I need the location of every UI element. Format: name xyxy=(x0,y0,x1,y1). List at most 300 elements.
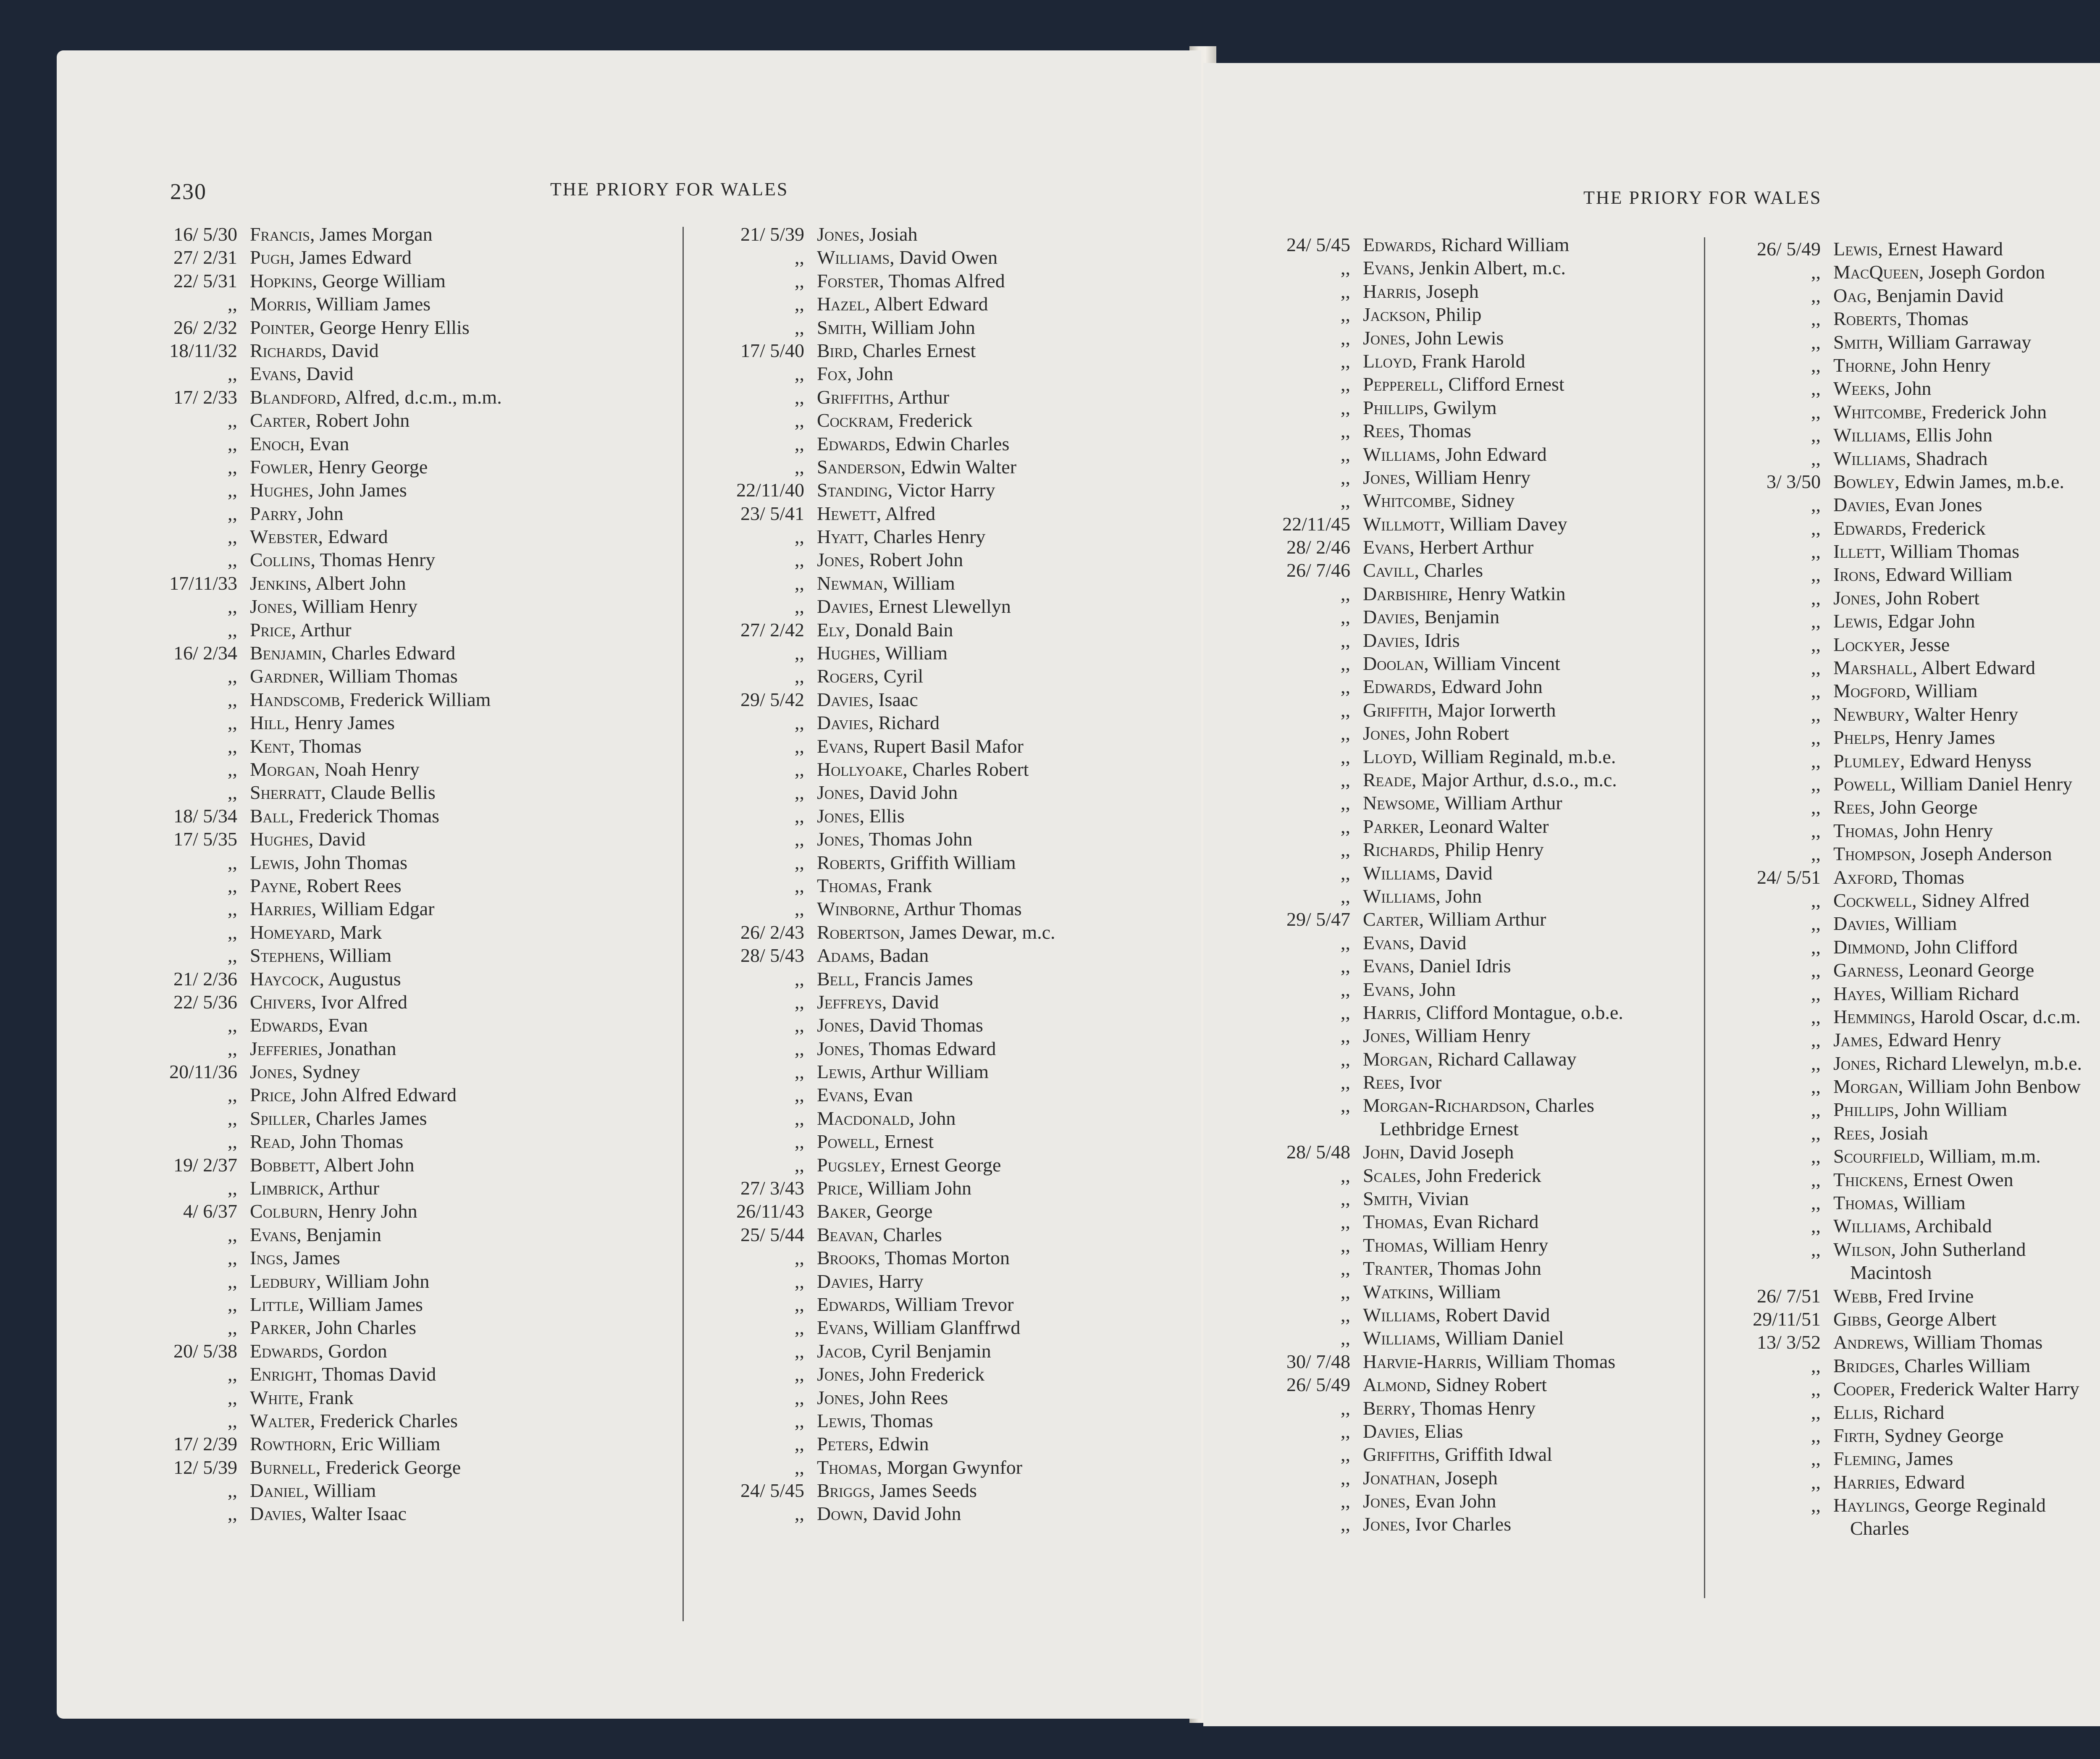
member-name xyxy=(1363,885,1482,908)
roll-entry xyxy=(691,455,1195,478)
surname: Davies, xyxy=(817,1270,874,1292)
member-name xyxy=(817,1060,989,1083)
member-name xyxy=(1363,1512,1511,1536)
admission-date: ,, xyxy=(795,1433,804,1455)
roll-entry xyxy=(1237,256,1754,279)
surname: Davies, xyxy=(1363,606,1420,628)
given-names: Richard xyxy=(873,712,940,734)
admission-date: ,, xyxy=(1811,354,1821,376)
roll-entry xyxy=(124,711,691,734)
member-name xyxy=(1363,443,1547,466)
roll-entry xyxy=(124,572,691,595)
roll-entry xyxy=(691,1456,1195,1479)
admission-date: ,, xyxy=(795,270,804,291)
member-name xyxy=(1363,1466,1498,1489)
roll-entry xyxy=(1237,1024,1754,1047)
given-names: Charles Ernest xyxy=(858,339,976,361)
member-name xyxy=(1833,284,2003,307)
right-page xyxy=(1203,63,2100,1726)
admission-date: ,, xyxy=(1811,378,1821,399)
member-name xyxy=(1833,540,2019,563)
roll-entry xyxy=(1707,819,2100,842)
roll-entry xyxy=(1237,1164,1754,1187)
member-name xyxy=(1833,679,1978,702)
roll-entry xyxy=(1237,443,1754,466)
member-name xyxy=(1833,1191,1966,1214)
admission-date: ,, xyxy=(1811,1378,1821,1400)
member-name xyxy=(1363,233,1569,256)
member-name xyxy=(1363,466,1530,489)
roll-entry xyxy=(1237,326,1754,349)
admission-date: ,, xyxy=(795,1107,804,1129)
member-name xyxy=(250,269,446,292)
given-names: David xyxy=(313,828,366,850)
roll-entry xyxy=(1707,795,2100,819)
given-names: Thomas David xyxy=(317,1363,436,1385)
surname: Cooper, xyxy=(1833,1378,1895,1400)
member-name xyxy=(817,664,923,688)
given-names: Thomas Alfred xyxy=(884,270,1005,291)
admission-date: 3/ 3/50 xyxy=(1766,470,1821,492)
given-names: Edgar John xyxy=(1882,610,1975,632)
roll-entry xyxy=(1707,726,2100,749)
roll-entry xyxy=(691,1339,1195,1363)
surname: Davies, xyxy=(1833,913,1890,935)
member-name xyxy=(1363,978,1456,1001)
member-name xyxy=(817,316,975,339)
running-head: THE PRIORY FOR WALES xyxy=(1583,187,1822,208)
given-names: Evan xyxy=(868,1084,913,1106)
member-name xyxy=(1833,586,1979,609)
admission-date: ,, xyxy=(1811,1494,1821,1516)
member-name xyxy=(817,1432,929,1455)
admission-date: ,, xyxy=(795,991,804,1013)
admission-date: ,, xyxy=(228,410,237,431)
member-name xyxy=(250,804,439,827)
member-name xyxy=(1833,1307,1996,1331)
surname: Morris, xyxy=(250,293,312,315)
roll-entry xyxy=(124,1083,691,1106)
surname: Evans, xyxy=(1363,536,1415,558)
member-name xyxy=(250,1316,416,1339)
member-name xyxy=(1380,1117,1519,1140)
surname: Carter, xyxy=(1363,908,1424,930)
admission-date: ,, xyxy=(1341,722,1350,744)
member-name xyxy=(1833,1121,1928,1145)
member-name xyxy=(817,1176,971,1200)
roll-entry xyxy=(1237,1326,1754,1349)
admission-date: ,, xyxy=(1341,1513,1350,1535)
roll-entry xyxy=(1237,1257,1754,1280)
surname: Robertson, xyxy=(817,921,905,943)
member-name xyxy=(250,223,433,246)
admission-date: ,, xyxy=(1811,1238,1821,1260)
member-name xyxy=(250,548,435,571)
given-names: Richard William xyxy=(1436,234,1570,255)
given-names: David xyxy=(887,991,939,1013)
member-name xyxy=(250,1409,458,1432)
admission-date: ,, xyxy=(228,782,237,803)
member-name xyxy=(250,1130,403,1153)
admission-date: ,, xyxy=(795,1037,804,1059)
member-name xyxy=(1833,1494,2046,1517)
given-names: Victor Harry xyxy=(892,479,995,501)
member-name xyxy=(817,1363,984,1386)
given-names: Benjamin David xyxy=(1871,284,2004,306)
given-names: John xyxy=(1890,378,1932,399)
surname: Walter, xyxy=(250,1410,315,1431)
admission-date: 22/11/45 xyxy=(1282,513,1350,535)
roll-entry xyxy=(124,1060,691,1083)
given-names: Shadrach xyxy=(1911,447,1988,469)
given-names: William Daniel Henry xyxy=(1896,773,2073,795)
admission-date: ,, xyxy=(795,1503,804,1525)
roll-entry xyxy=(1237,1512,1754,1536)
given-names: Thomas John xyxy=(1433,1258,1541,1279)
admission-date: ,, xyxy=(1811,1076,1821,1097)
admission-date: ,, xyxy=(1341,606,1350,628)
admission-date: ,, xyxy=(1341,1025,1350,1047)
roll-entry xyxy=(1707,237,2100,260)
given-names: Benjamin xyxy=(301,1223,381,1245)
member-name xyxy=(1833,517,1986,540)
admission-date: ,, xyxy=(795,526,804,548)
surname: Evans, xyxy=(1363,955,1415,977)
admission-date: 27/ 3/43 xyxy=(740,1177,804,1199)
member-name xyxy=(1363,1234,1548,1257)
given-names: Ernest Llewellyn xyxy=(873,596,1011,617)
admission-date: ,, xyxy=(1811,1052,1821,1074)
surname: Lewis, xyxy=(817,1061,866,1083)
roll-entry xyxy=(124,1037,691,1060)
given-names: Frederick Charles xyxy=(315,1410,458,1431)
given-names: Thomas Henry xyxy=(1415,1397,1536,1419)
member-name xyxy=(817,1409,933,1432)
roll-entry xyxy=(1707,889,2100,912)
surname: Jones, xyxy=(1363,327,1410,349)
surname: Jones, xyxy=(1363,466,1410,488)
member-name xyxy=(250,1432,440,1455)
given-names: Donald Bain xyxy=(850,619,953,641)
member-name xyxy=(1833,1354,2030,1377)
surname: Hill, xyxy=(250,712,290,734)
given-names: Arthur Thomas xyxy=(900,898,1022,920)
roll-entry xyxy=(691,386,1195,409)
member-name xyxy=(1363,768,1617,791)
roll-entry xyxy=(1707,331,2100,354)
roll-entry xyxy=(124,1502,691,1525)
given-names: Vivian xyxy=(1412,1188,1469,1210)
surname: Ely, xyxy=(817,619,850,641)
surname: Lewis, xyxy=(250,851,299,873)
surname: Hewett, xyxy=(817,502,882,524)
admission-date: ,, xyxy=(1341,746,1350,767)
member-name xyxy=(250,1339,387,1363)
surname: Ball, xyxy=(250,805,294,827)
admission-date: 27/ 2/31 xyxy=(173,247,237,268)
given-names: Albert Edward xyxy=(870,293,988,315)
admission-date: ,, xyxy=(1811,1122,1821,1144)
member-name xyxy=(1833,795,1978,819)
given-names: Thomas xyxy=(1901,308,1969,330)
roll-entry xyxy=(124,502,691,525)
given-names: William xyxy=(1910,680,1978,702)
member-name xyxy=(250,990,407,1013)
roll-entry xyxy=(124,688,691,711)
surname: Evans, xyxy=(1363,257,1415,279)
admission-date: 24/ 5/45 xyxy=(1286,234,1350,255)
surname: Pugh, xyxy=(250,247,295,268)
admission-date: ,, xyxy=(1341,1444,1350,1465)
roll-entry xyxy=(124,618,691,641)
given-names: Frederick William xyxy=(345,688,491,710)
given-names: William Vincent xyxy=(1428,653,1560,675)
surname: Ledbury, xyxy=(250,1270,321,1292)
admission-date: ,, xyxy=(795,293,804,315)
member-name xyxy=(250,1456,461,1479)
admission-date: ,, xyxy=(228,945,237,966)
given-names: David xyxy=(301,363,354,385)
member-name xyxy=(1363,745,1616,768)
given-names: Isaac xyxy=(873,688,918,710)
admission-date: ,, xyxy=(795,782,804,803)
roll-entry xyxy=(1707,517,2100,540)
member-name xyxy=(1833,354,1991,377)
member-name xyxy=(1833,1145,2041,1168)
surname: Evans, xyxy=(817,735,869,757)
roll-entry xyxy=(1707,1145,2100,1168)
roll-entry xyxy=(124,1223,691,1246)
roll-entry xyxy=(691,339,1195,362)
roll-entry xyxy=(1707,1447,2100,1470)
surname: Edwards, xyxy=(1363,676,1436,698)
member-name xyxy=(1363,931,1467,954)
surname: Pepperell, xyxy=(1363,373,1444,395)
admission-date: 26/ 5/49 xyxy=(1286,1374,1350,1396)
admission-date: ,, xyxy=(1341,420,1350,442)
admission-date: ,, xyxy=(1811,541,1821,562)
surname: Rees, xyxy=(1833,1122,1875,1144)
member-name xyxy=(1363,349,1525,373)
member-name xyxy=(1363,861,1493,885)
admission-date: ,, xyxy=(1341,280,1350,302)
surname: Lockyer, xyxy=(1833,633,1906,655)
admission-date: ,, xyxy=(1341,629,1350,651)
surname: Berry, xyxy=(1363,1397,1416,1419)
admission-date: ,, xyxy=(795,665,804,687)
member-name xyxy=(1363,536,1533,559)
surname: Morgan, xyxy=(250,758,320,780)
admission-date: ,, xyxy=(795,433,804,454)
surname: Jones, xyxy=(817,1386,864,1408)
given-names: Harry xyxy=(873,1270,924,1292)
given-names: David xyxy=(326,339,379,361)
given-names: Ernest Haward xyxy=(1882,238,2003,260)
given-names: William Thomas xyxy=(1885,541,2019,562)
member-name xyxy=(1363,629,1460,652)
admission-date: ,, xyxy=(795,898,804,920)
column-rule xyxy=(1704,237,1705,1598)
roll-entry xyxy=(1237,1466,1754,1489)
given-names: Claude Bellis xyxy=(326,782,436,803)
member-name xyxy=(817,874,932,897)
roll-entry xyxy=(1237,233,1754,256)
given-names: John Thomas xyxy=(295,1131,404,1153)
given-names: John Frederick xyxy=(864,1363,985,1385)
roll-entry xyxy=(124,432,691,455)
roll-entry xyxy=(1707,1238,2100,1261)
given-names: Evan xyxy=(304,433,349,454)
admission-date: ,, xyxy=(1811,680,1821,702)
roll-entry xyxy=(124,1316,691,1339)
admission-date: ,, xyxy=(795,735,804,757)
surname: Garness, xyxy=(1833,959,1904,981)
admission-date: ,, xyxy=(1341,443,1350,465)
member-name xyxy=(817,595,1011,618)
surname: Hughes, xyxy=(817,642,881,664)
member-name xyxy=(250,1386,354,1409)
member-name xyxy=(817,1246,1010,1269)
admission-date: ,, xyxy=(228,526,237,548)
surname: Parker, xyxy=(250,1317,311,1339)
given-names: Sidney xyxy=(1456,490,1515,512)
admission-date: ,, xyxy=(1811,1145,1821,1167)
given-names: Thomas xyxy=(866,1410,933,1431)
admission-date: ,, xyxy=(228,1247,237,1269)
admission-date: ,, xyxy=(795,1270,804,1292)
roll-entry xyxy=(1707,1028,2100,1051)
given-names: Robert John xyxy=(864,549,963,571)
surname: Williams, xyxy=(1363,885,1441,907)
given-names: William Henry xyxy=(1410,466,1530,488)
surname: Newsome, xyxy=(1363,792,1440,814)
roll-entry xyxy=(1707,1424,2100,1447)
admission-date: ,, xyxy=(1811,401,1821,423)
admission-date: ,, xyxy=(795,1386,804,1408)
surname: Rees, xyxy=(1833,796,1875,818)
surname: Winborne, xyxy=(817,898,900,920)
admission-date: ,, xyxy=(795,1410,804,1431)
surname: Read, xyxy=(250,1131,295,1153)
surname: Edwards, xyxy=(1833,517,1907,539)
given-names: Albert John xyxy=(320,1154,415,1176)
surname: Phelps, xyxy=(1833,727,1890,748)
given-names: Henry John xyxy=(323,1200,417,1222)
surname: Pointer, xyxy=(250,316,315,338)
roll-entry xyxy=(1237,931,1754,954)
member-name xyxy=(1833,1028,2001,1051)
admission-date: ,, xyxy=(1811,1401,1821,1423)
roll-entry xyxy=(124,409,691,432)
surname: Jones, xyxy=(250,1061,297,1083)
roll-entry xyxy=(1237,1140,1754,1163)
surname: Evans, xyxy=(250,1223,302,1245)
surname: Limbrick, xyxy=(250,1177,324,1199)
roll-entry xyxy=(1707,1075,2100,1098)
admission-date: ,, xyxy=(228,502,237,524)
member-name xyxy=(1833,1401,1944,1424)
given-names: John Robert xyxy=(1410,722,1509,744)
roll-entry xyxy=(1237,396,1754,419)
roll-entry xyxy=(1707,703,2100,726)
given-names: Evan Richard xyxy=(1428,1211,1539,1233)
given-names: Augustus xyxy=(324,968,401,990)
surname: Scourfield, xyxy=(1833,1145,1924,1167)
roll-entry xyxy=(691,1153,1195,1176)
roll-entry xyxy=(1237,1489,1754,1512)
given-names: James Seeds xyxy=(875,1480,977,1502)
member-name xyxy=(250,1060,360,1083)
member-name xyxy=(1363,1024,1530,1047)
given-names: Macintosh xyxy=(1850,1262,1932,1284)
admission-date: ,, xyxy=(795,874,804,896)
given-names: Ellis xyxy=(864,805,905,827)
given-names: Sidney Robert xyxy=(1431,1374,1547,1396)
roll-entry xyxy=(124,664,691,688)
member-name xyxy=(1363,1001,1623,1024)
member-name xyxy=(817,1339,991,1363)
roll-entry xyxy=(124,990,691,1013)
member-name xyxy=(1833,726,1995,749)
roll-entry xyxy=(691,735,1195,758)
member-name xyxy=(1363,256,1566,279)
admission-date: ,, xyxy=(795,596,804,617)
given-names: Eric William xyxy=(336,1433,441,1455)
surname: Rees, xyxy=(1363,1071,1405,1093)
member-name xyxy=(250,432,349,455)
roll-entry xyxy=(691,432,1195,455)
member-name xyxy=(1363,605,1499,628)
roll-entry xyxy=(1237,605,1754,628)
surname: Roberts, xyxy=(817,851,885,873)
member-name xyxy=(1833,958,2034,982)
given-names: John Frederick xyxy=(1421,1164,1541,1186)
roll-entry xyxy=(1707,260,2100,284)
given-names: George Albert xyxy=(1882,1308,1997,1330)
surname: Spiller, xyxy=(250,1107,311,1129)
given-names: John xyxy=(1414,978,1456,1000)
admission-date: 17/ 2/33 xyxy=(173,386,237,408)
roll-entry xyxy=(691,688,1195,711)
given-names: William xyxy=(1890,913,1957,935)
roll-entry xyxy=(124,362,691,385)
given-names: Charles xyxy=(878,1223,942,1245)
roll-entry xyxy=(1237,280,1754,303)
member-name xyxy=(250,1107,427,1130)
roll-entry xyxy=(1237,1210,1754,1233)
roll-entry xyxy=(1237,838,1754,861)
surname: Scales, xyxy=(1363,1164,1421,1186)
admission-date: 24/ 5/51 xyxy=(1756,866,1821,888)
member-name xyxy=(1833,331,2031,354)
given-names: Josiah xyxy=(1875,1122,1928,1144)
roll-entry xyxy=(124,1130,691,1153)
member-name xyxy=(1363,326,1504,349)
given-names: George Henry Ellis xyxy=(315,316,470,338)
roll-entry xyxy=(1707,1494,2100,1517)
member-name xyxy=(250,1293,423,1316)
given-names: John Thomas xyxy=(299,851,408,873)
admission-date: 16/ 2/34 xyxy=(173,642,237,664)
member-name xyxy=(817,339,976,362)
member-name xyxy=(1833,1168,2013,1191)
roll-entry xyxy=(691,827,1195,851)
roll-entry xyxy=(1707,307,2100,330)
admission-date: 16/ 5/30 xyxy=(173,223,237,245)
surname: Haycock, xyxy=(250,968,324,990)
surname: Hazel, xyxy=(817,293,870,315)
admission-date: ,, xyxy=(1341,885,1350,907)
